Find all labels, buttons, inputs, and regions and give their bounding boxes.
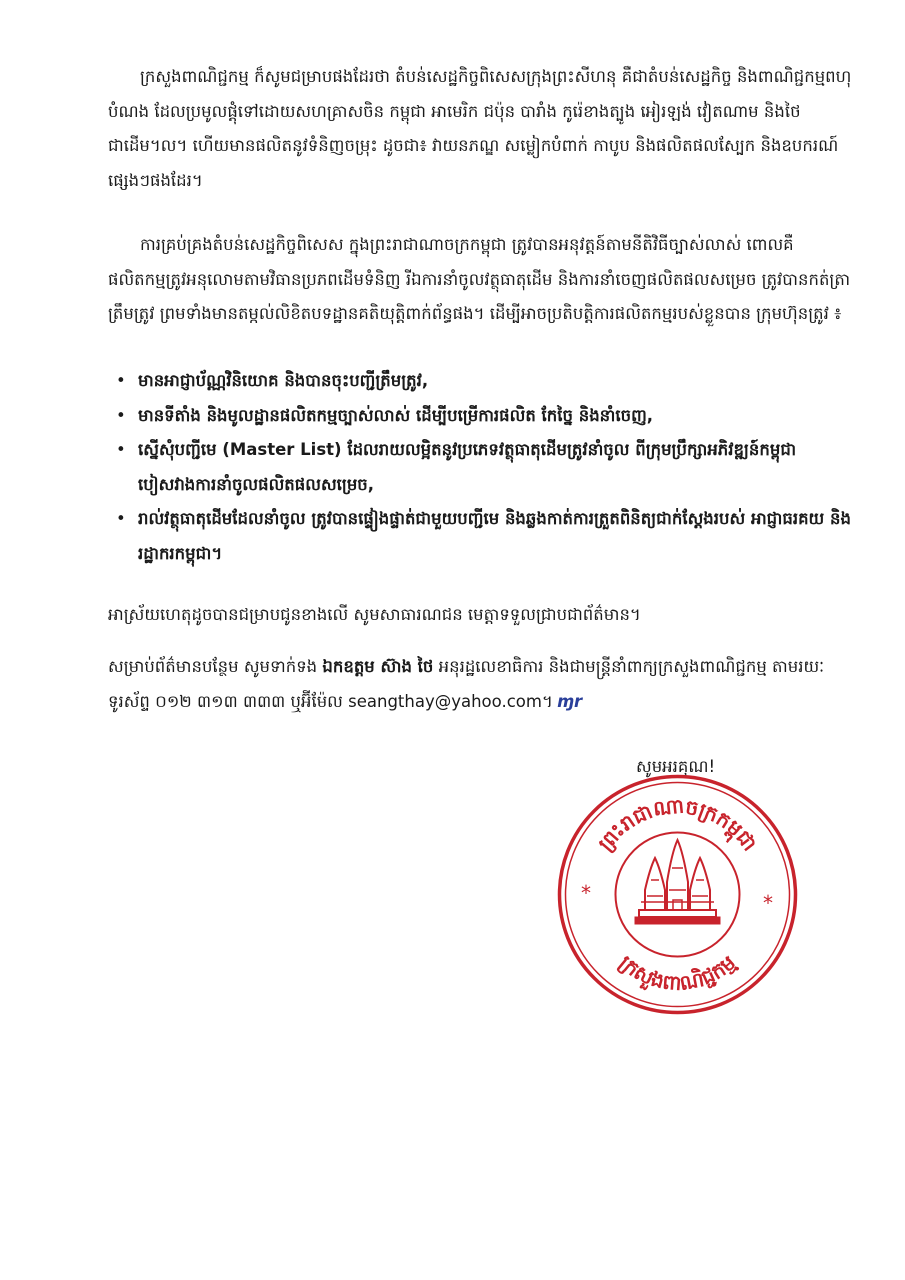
initials-mark: ɱr [556,691,583,711]
list-item: • រាល់វត្ថុធាតុដើមដែលនាំចូល ត្រូវបានផ្ទៀងផ្ទាត់ជាមួយបញ្ជីមេ និងឆ្លងកាត់ការត្រួតពិនិត្យជាក់ស្តែងរបស់ អាជ្ញាធរគយ និងរដ្ឋាករកម្ពុជា។ [108,502,858,571]
closing-thanks: សូមអរគុណ! [636,757,716,776]
seal-top-text: ព្រះរាជាណាចក្រកម្ពុជា [593,793,763,856]
angkor-temple-icon [635,840,720,924]
seal-star-left: * [581,881,591,905]
seal-star-right: * [763,891,773,915]
seal-bottom-text: ក្រសួងពាណិជ្ជកម្ម [614,950,741,996]
bullet-icon: • [116,405,126,425]
list-item: • មានទីតាំង និងមូលដ្ឋានផលិតកម្មច្បាស់លាស់ ដើម្បីបម្រើការផលិត កែច្នៃ និងនាំចេញ, [108,399,858,434]
ministry-seal [555,772,800,1017]
bullet-icon: • [116,371,126,390]
bullet-icon: • [116,440,126,459]
paragraph-zone-products: ក្រសួងពាណិជ្ជកម្ម ក៏សូមជម្រាបផងដែរថា តំបន់សេដ្ឋកិច្ចពិសេសក្រុងព្រះសីហនុ គឺជាតំបន់សេដ្ឋកិច្ច និងពាណិជ្ជកម្មពហុបំណង ដែលប្រមូលផ្តុំទៅដោយសហគ្រាសចិន កម្ពុជា អាមេរិក ជប៉ុន បារាំង កូរ៉េខាងត្បូង អៀរឡង់ វៀតណាម និងថៃ ជាដើម។ល។ ហើយមានផលិតនូវទំនិញចម្រុះ ដូចជា៖ វាយនភណ្ឌ សម្លៀកបំពាក់ កាបូប និងផលិតផលស្បែក និងឧបករណ៍ផ្សេងៗផងដែរ។ [108,67,852,190]
paragraph-zone-management: ការគ្រប់គ្រងតំបន់សេដ្ឋកិច្ចពិសេស ក្នុងព្រះរាជាណាចក្រកម្ពុជា ត្រូវបានអនុវត្តន៍តាមនីតិវិធីច្បាស់លាស់ ពោលគឺ ផលិតកម្មត្រូវអនុលោមតាមវិធានប្រភពដើមទំនិញ រីឯការនាំចូលវត្ថុធាតុដើម និងការនាំចេញផលិតផលសម្រេច ត្រូវបានកត់ត្រាត្រឹមត្រូវ ព្រមទាំងមានតម្កល់លិខិតបទដ្ឋានគតិយុត្តិពាក់ព័ន្ធផង។ ដើម្បីអាចប្រតិបត្តិការផលិតកម្មរបស់ខ្លួនបាន ក្រុមហ៊ុនត្រូវ ៖ [108,235,851,323]
bullet-icon: • [116,509,126,528]
list-item: • ស្នើសុំបញ្ជីមេ (Master List) ដែលរាយលម្អិតនូវប្រភេទវត្ថុធាតុដើមត្រូវនាំចូល ពីក្រុមប្រឹក្សាអភិវឌ្ឍន៍កម្ពុជា បៀសវាងការនាំចូលផលិតផលសម្រេច, [108,433,858,502]
list-item: • មានអាជ្ញាប័ណ្ណវិនិយោគ និងបានចុះបញ្ជីត្រឹមត្រូវ, [108,364,858,399]
paragraph-conclusion: អាស្រ័យហេតុដូចបានជម្រាបជូនខាងលើ សូមសាធារណជន មេត្តាទទួលជ្រាបជាព័ត៌មាន។ [108,605,641,624]
paragraph-contact: សម្រាប់ព័ត៌មានបន្ថែម សូមទាក់ទង ឯកឧត្តម ស៊ាង ថៃ អនុរដ្ឋលេខាធិការ និងជាមន្ត្រីនាំពាក្យក្រសួងពាណិជ្ជកម្ម តាមរយៈទូរស័ព្ទ ០១២ ៣១៣ ៣៣៣ ឬអ៊ីម៉ែល seangthay@yahoo.com។ ɱr [108,657,825,711]
requirements-list [108,364,858,571]
spokesperson-name: ឯកឧត្តម ស៊ាង ថៃ [322,657,434,676]
